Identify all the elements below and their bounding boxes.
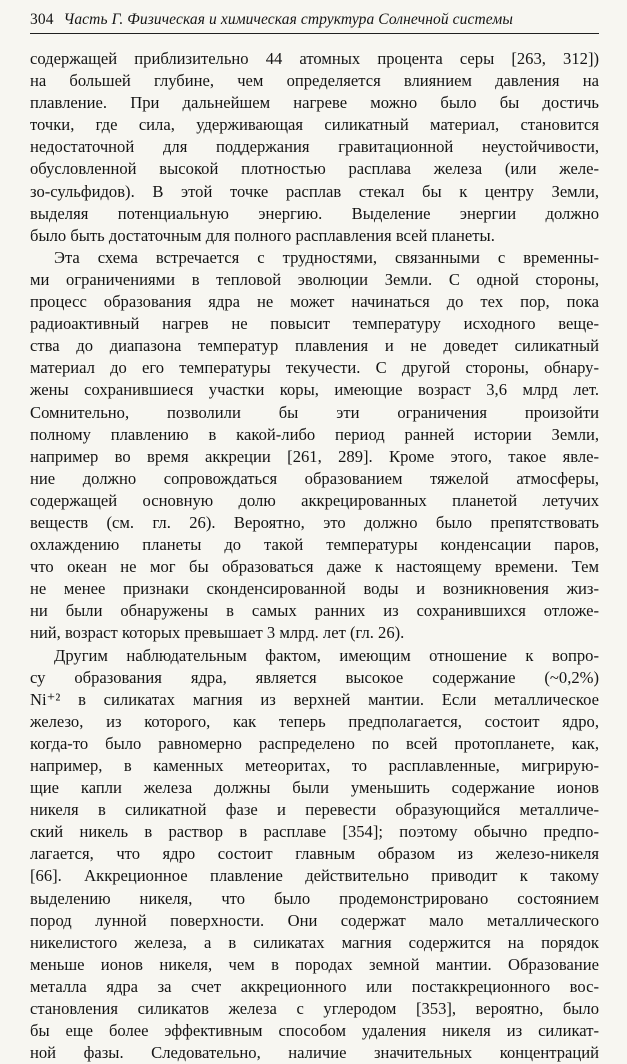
text-line: меньше ионов никеля, чем в породах земной мантии. Образование bbox=[30, 954, 599, 974]
text-line: Эта схема встречается с трудностями, связанными с временны- bbox=[54, 247, 599, 267]
running-header bbox=[30, 10, 599, 30]
text-line: Ni⁺² в силикатах магния из верхней мантии. Если металлическое bbox=[30, 689, 599, 709]
text-line: выделению никеля, что было продемонстрировано состоянием bbox=[30, 888, 599, 908]
text-line: ства до диапазона температур плавления и не доведет силикатный bbox=[30, 336, 599, 356]
text-line: Другим наблюдательным фактом, имеющим отношение к вопро- bbox=[54, 645, 599, 665]
paragraph bbox=[30, 48, 599, 247]
text-line: веществ (см. гл. 26). Вероятно, это должно было препятствовать bbox=[30, 512, 599, 532]
text-line: например, в каменных метеоритах, то расплавленные, мигрирую- bbox=[30, 756, 599, 775]
text-line: недостаточной для поддержания гравитационной неустойчивости, bbox=[30, 137, 599, 157]
text-line: никеля в силикатной фазе и перевести образующийся металличе- bbox=[30, 800, 599, 820]
text-line: никелистого железа, а в силикатах магния содержится на порядок bbox=[30, 932, 599, 952]
text-line: на большей глубине, чем определяется влиянием давления на bbox=[30, 71, 599, 91]
text-line: ной фазы. Следовательно, наличие значительных концентраций bbox=[30, 1043, 599, 1063]
body-text bbox=[30, 48, 599, 1064]
text-line: не менее признаки сконденсированной воды и возникновения жиз- bbox=[30, 579, 599, 599]
text-line: что океан не мог бы образоваться даже к настоящему времени. Тем bbox=[30, 557, 599, 577]
text-line: ний, возраст которых превышает 3 млрд. лет (гл. 26). bbox=[30, 623, 405, 643]
text-line: точки, где сила, удерживающая силикатный материал, становится bbox=[30, 115, 599, 135]
running-title: Часть Г. Физическая и химическая структура Солнечной системы bbox=[63, 11, 513, 28]
text-line: выделяя потенциальную энергию. Выделение энергии должно bbox=[30, 203, 599, 223]
text-line: пород лунной поверхности. Они содержат мало металлического bbox=[30, 910, 599, 930]
text-line: плавление. При дальнейшем нагреве можно было бы достичь bbox=[30, 93, 599, 113]
text-line: лагается, что ядро состоит главным образом из железо-никеля bbox=[30, 844, 599, 864]
text-line: содержащей приблизительно 44 атомных процента серы [263, 312]) bbox=[30, 49, 599, 68]
text-line: охлаждению планеты до такой температуры конденсации паров, bbox=[30, 535, 599, 555]
text-line: зо-сульфидов). В этой точке расплав стекал бы к центру Земли, bbox=[30, 181, 599, 201]
page-number: 304 bbox=[30, 11, 54, 28]
paragraph bbox=[30, 247, 599, 645]
text-line: ние должно сопровождаться образованием тяжелой атмосферы, bbox=[30, 468, 599, 488]
text-line: железо, из которого, как теперь предполагается, состоит ядро, bbox=[30, 711, 599, 731]
text-line: ни были обнаружены в самых ранних из сохранившихся отложе- bbox=[30, 601, 599, 621]
text-line: обусловленной высокой плотностью расплава железа (или желе- bbox=[30, 159, 599, 179]
text-line: бы еще более эффективным способом удаления никеля из силикат- bbox=[30, 1021, 599, 1041]
text-line: становления силикатов железа с углеродом [353], вероятно, было bbox=[30, 999, 599, 1019]
text-line: Сомнительно, позволили бы эти ограничения произойти bbox=[30, 402, 599, 422]
text-line: материал до его температуры текучести. С другой стороны, обнару- bbox=[30, 358, 599, 378]
header-divider bbox=[30, 33, 599, 34]
text-line: жены сохранившиеся участки коры, имеющие возраст 3,6 млрд лет. bbox=[30, 380, 599, 400]
text-line: когда-то было равномерно распределено по всей протопланете, как, bbox=[30, 733, 599, 753]
text-line: полному плавлению в какой-либо период ранней истории Земли, bbox=[30, 424, 599, 444]
paragraph bbox=[30, 645, 599, 1064]
text-line: [66]. Аккреционное плавление действительно приводит к такому bbox=[30, 866, 599, 886]
text-line: ский никель в раствор в расплаве [354]; поэтому обычно предпо- bbox=[30, 822, 599, 842]
text-line: например во время аккреции [261, 289]. Кроме этого, такое явле- bbox=[30, 446, 599, 466]
text-line: было быть достаточным для полного расплавления всей планеты. bbox=[30, 225, 495, 245]
text-line: су образования ядра, является высокое содержание (~0,2%) bbox=[30, 667, 599, 687]
text-line: процесс образования ядра не может начинаться до тех пор, пока bbox=[30, 292, 599, 312]
text-line: щие капли железа должны были уменьшить содержание ионов bbox=[30, 778, 599, 798]
text-line: радиоактивный нагрев не повысит температуру исходного веще- bbox=[30, 314, 599, 334]
text-line: ми ограничениями в тепловой эволюции Земли. С одной стороны, bbox=[30, 269, 599, 289]
text-line: металла ядра за счет аккреционного или постаккреционного вос- bbox=[30, 976, 599, 996]
text-line: содержащей основную долю аккрецированных планетой летучих bbox=[30, 490, 599, 510]
